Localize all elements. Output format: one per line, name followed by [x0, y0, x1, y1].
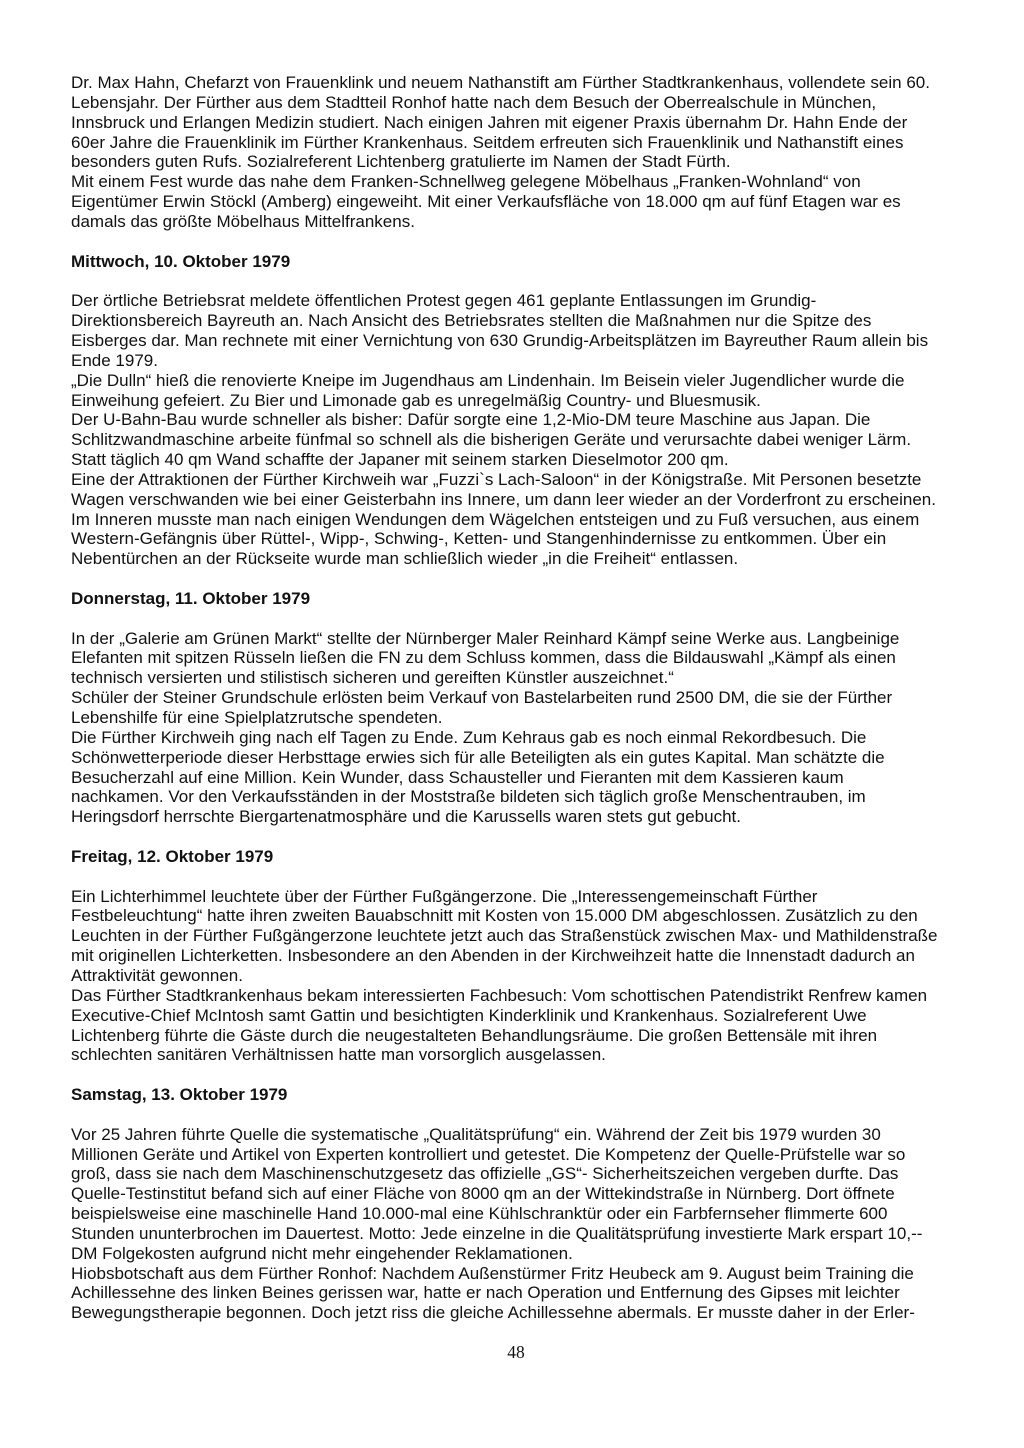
- text-line: Statt täglich 40 qm Wand schaffte der Japaner mit seinem starken Dieselmotor 200 qm.: [71, 450, 729, 470]
- text-line: Eisberges dar. Man rechnete mit einer Vernichtung von 630 Grundig-Arbeitsplätzen im Bayreuther Raum allein bis: [71, 330, 929, 350]
- text-line: Besucherzahl auf eine Million. Kein Wunder, dass Schausteller und Fieranten mit dem Kassieren kaum: [71, 767, 844, 787]
- text-line: Vor 25 Jahren führte Quelle die systematische „Qualitätsprüfung“ ein. Während der Zeit bis 1979 wurden 30: [71, 1124, 881, 1144]
- text-line: schlechten sanitären Verhältnissen hatte man vorsorglich ausgelassen.: [71, 1045, 606, 1065]
- text-line: Heringsdorf herrschte Biergartenatmosphäre und die Karussells waren stets gut gebucht.: [71, 807, 741, 827]
- text-line: Hiobsbotschaft aus dem Fürther Ronhof: Nachdem Außenstürmer Fritz Heubeck am 9. August beim Training die: [71, 1263, 914, 1283]
- text-line: Western-Gefängnis über Rüttel-, Wipp-, Schwing-, Ketten- und Stangenhindernisse zu entkommen. Über ein: [71, 529, 887, 549]
- text-line: Festbeleuchtung“ hatte ihren zweiten Bauabschnitt mit Kosten von 15.000 DM abgeschlossen. Zusätzlich zu den: [71, 906, 918, 926]
- text-line: Elefanten mit spitzen Rüsseln ließen die FN zu dem Schluss kommen, dass die Bildauswahl „Kämpf als einen: [71, 648, 896, 668]
- text-line: Achillessehne des linken Beines gerissen war, hatte er nach Operation und Entfernung des Gipses mit leichter: [71, 1283, 900, 1303]
- text-line: Das Fürther Stadtkrankenhaus bekam interessierten Fachbesuch: Vom schottischen Patendistrikt Renfrew kamen: [71, 985, 928, 1005]
- text-line: Lebenshilfe für eine Spielplatzrutsche spendeten.: [71, 708, 443, 727]
- text-line: Executive-Chief McIntosh samt Gattin und besichtigten Kinderklinik und Krankenhaus. Sozialreferent Uwe: [71, 1005, 867, 1025]
- text-line: „Die Dulln“ hieß die renovierte Kneipe im Jugendhaus am Lindenhain. Im Beisein vieler Jugendlicher wurde die: [71, 370, 905, 390]
- text-line: Millionen Geräte und Artikel von Experten kontrolliert und getestet. Die Kompetenz der Quelle-Prüfstelle war so: [71, 1144, 906, 1164]
- text-paragraph: [71, 73, 961, 232]
- text-line: Eigentümer Erwin Stöckl (Amberg) eingeweiht. Mit einer Verkaufsfläche von 18.000 qm auf fünf Etagen war es: [71, 192, 901, 212]
- document-blocks: [71, 73, 961, 1323]
- text-line: Direktionsbereich Bayreuth an. Nach Ansicht des Betriebsrates stellten die Maßnahmen nur die Spitze des: [71, 311, 872, 331]
- section-heading: Samstag, 13. Oktober 1979: [71, 1085, 288, 1105]
- page-number: 48: [507, 1342, 525, 1362]
- section-heading: Donnerstag, 11. Oktober 1979: [71, 588, 311, 608]
- text-line: Der örtliche Betriebsrat meldete öffentlichen Protest gegen 461 geplante Entlassungen im Grundig-: [71, 291, 817, 311]
- text-line: beispielsweise eine maschinelle Hand 10.000-mal eine Kühlschranktür oder ein Farbfernseher flimmerte 600: [71, 1204, 888, 1224]
- text-line: Innsbruck und Erlangen Medizin studiert. Nach einigen Jahren mit eigener Praxis übernahm Dr. Hahn Ende der: [71, 112, 908, 132]
- text-line: Lichtenberg führte die Gäste durch die neugestalteten Behandlungsräume. Die großen Bettensäle mit ihren: [71, 1025, 878, 1045]
- text-line: Ein Lichterhimmel leuchtete über der Fürther Fußgängerzone. Die „Interessengemeinschaft Fürther: [71, 886, 818, 906]
- section-heading: Mittwoch, 10. Oktober 1979: [71, 251, 291, 271]
- text-line: 60er Jahre die Frauenklinik im Fürther Krankenhaus. Seitdem erfreuten sich Frauenklinik und Nathanstift eines: [71, 132, 904, 152]
- document-content: [71, 73, 961, 1363]
- text-line: Mit einem Fest wurde das nahe dem Franken-Schnellweg gelegene Möbelhaus „Franken-Wohnland“ von: [71, 172, 861, 192]
- text-line: Stunden ununterbrochen im Dauertest. Motto: Jede einzelne in die Qualitätsprüfung investierte Mark erspart 10,--: [71, 1223, 923, 1243]
- text-line: Ende 1979.: [71, 350, 158, 370]
- text-line: In der „Galerie am Grünen Markt“ stellte der Nürnberger Maler Reinhard Kämpf seine Werke aus. Langbeinige: [71, 628, 900, 648]
- text-paragraph: [71, 629, 961, 827]
- text-line: Leuchten in der Fürther Fußgängerzone leuchtete jetzt auch das Straßenstück zwischen Max- und Mathildenstraße: [71, 926, 938, 946]
- section-heading: Freitag, 12. Oktober 1979: [71, 846, 274, 866]
- text-paragraph: [71, 1125, 961, 1323]
- text-line: mit originellen Lichterketten. Insbesondere an den Abenden in der Kirchweihzeit hatte die Innenstadt dadurch an: [71, 946, 915, 966]
- text-line: Bewegungstherapie begonnen. Doch jetzt riss die gleiche Achillessehne abermals. Er musste daher in der Erler-: [71, 1303, 915, 1323]
- text-line: Im Inneren musste man nach einigen Wendungen dem Wägelchen entsteigen und zu Fuß versuchen, aus einem: [71, 509, 920, 529]
- text-line: Wagen verschwanden wie bei einer Geisterbahn ins Innere, um dann leer wieder an der Vorderfront zu erscheinen.: [71, 489, 936, 509]
- text-line: DM Folgekosten aufgrund nicht mehr eingehender Reklamationen.: [71, 1243, 573, 1263]
- text-line: Der U-Bahn-Bau wurde schneller als bisher: Dafür sorgte eine 1,2-Mio-DM teure Maschine aus Japan. Die: [71, 410, 871, 430]
- text-line: Eine der Attraktionen der Fürther Kirchweih war „Fuzzi`s Lach-Saloon“ in der Königstraße. Mit Personen besetzte: [71, 469, 922, 489]
- text-line: Quelle-Testinstitut befand sich auf einer Fläche von 8000 qm an der Wittekindstraße in Nürnberg. Dort öffnete: [71, 1184, 895, 1204]
- text-line: nachkamen. Vor den Verkaufsständen in der Moststraße bildeten sich täglich große Menschentrauben, im: [71, 787, 866, 807]
- text-line: technisch versierten und stilistisch sicheren und gereiften Künstler auszeichnet.“: [71, 668, 674, 688]
- text-paragraph: [71, 887, 961, 1066]
- text-line: Lebensjahr. Der Fürther aus dem Stadtteil Ronhof hatte nach dem Besuch der Oberrealschule in München,: [71, 92, 877, 112]
- text-line: Einweihung gefeiert. Zu Bier und Limonade gab es unregelmäßig Country- und Bluesmusik.: [71, 390, 761, 410]
- text-line: Die Fürther Kirchweih ging nach elf Tagen zu Ende. Zum Kehraus gab es noch einmal Rekordbesuch. Die: [71, 727, 867, 747]
- text-line: damals das größte Möbelhaus Mittelfrankens.: [71, 211, 415, 231]
- text-line: Attraktivität gewonnen.: [71, 965, 243, 985]
- text-line: Nebentürchen an der Rückseite wurde man schließlich wieder „in die Freiheit“ entlassen.: [71, 549, 739, 569]
- text-line: Schüler der Steiner Grundschule erlösten beim Verkauf von Bastelarbeiten rund 2500 DM, die sie der Fürther: [71, 688, 893, 708]
- text-line: groß, dass sie nach dem Maschinenschutzgesetz das offizielle „GS“- Sicherheitszeichen vergeben durfte. Das: [71, 1164, 899, 1184]
- text-line: besonders guten Rufs. Sozialreferent Lichtenberg gratulierte im Namen der Stadt Fürth.: [71, 152, 731, 172]
- text-line: Dr. Max Hahn, Chefarzt von Frauenklink und neuem Nathanstift am Fürther Stadtkrankenhaus, vollendete sein 60.: [71, 73, 930, 92]
- text-line: Schönwetterperiode dieser Herbsttage erwies sich für alle Beteiligten als ein gutes Kapital. Man schätzte die: [71, 747, 885, 767]
- text-paragraph: [71, 291, 961, 569]
- text-line: Schlitzwandmaschine arbeite fünfmal so schnell als die bisherigen Geräte und verursachte dabei weniger Lärm.: [71, 430, 912, 450]
